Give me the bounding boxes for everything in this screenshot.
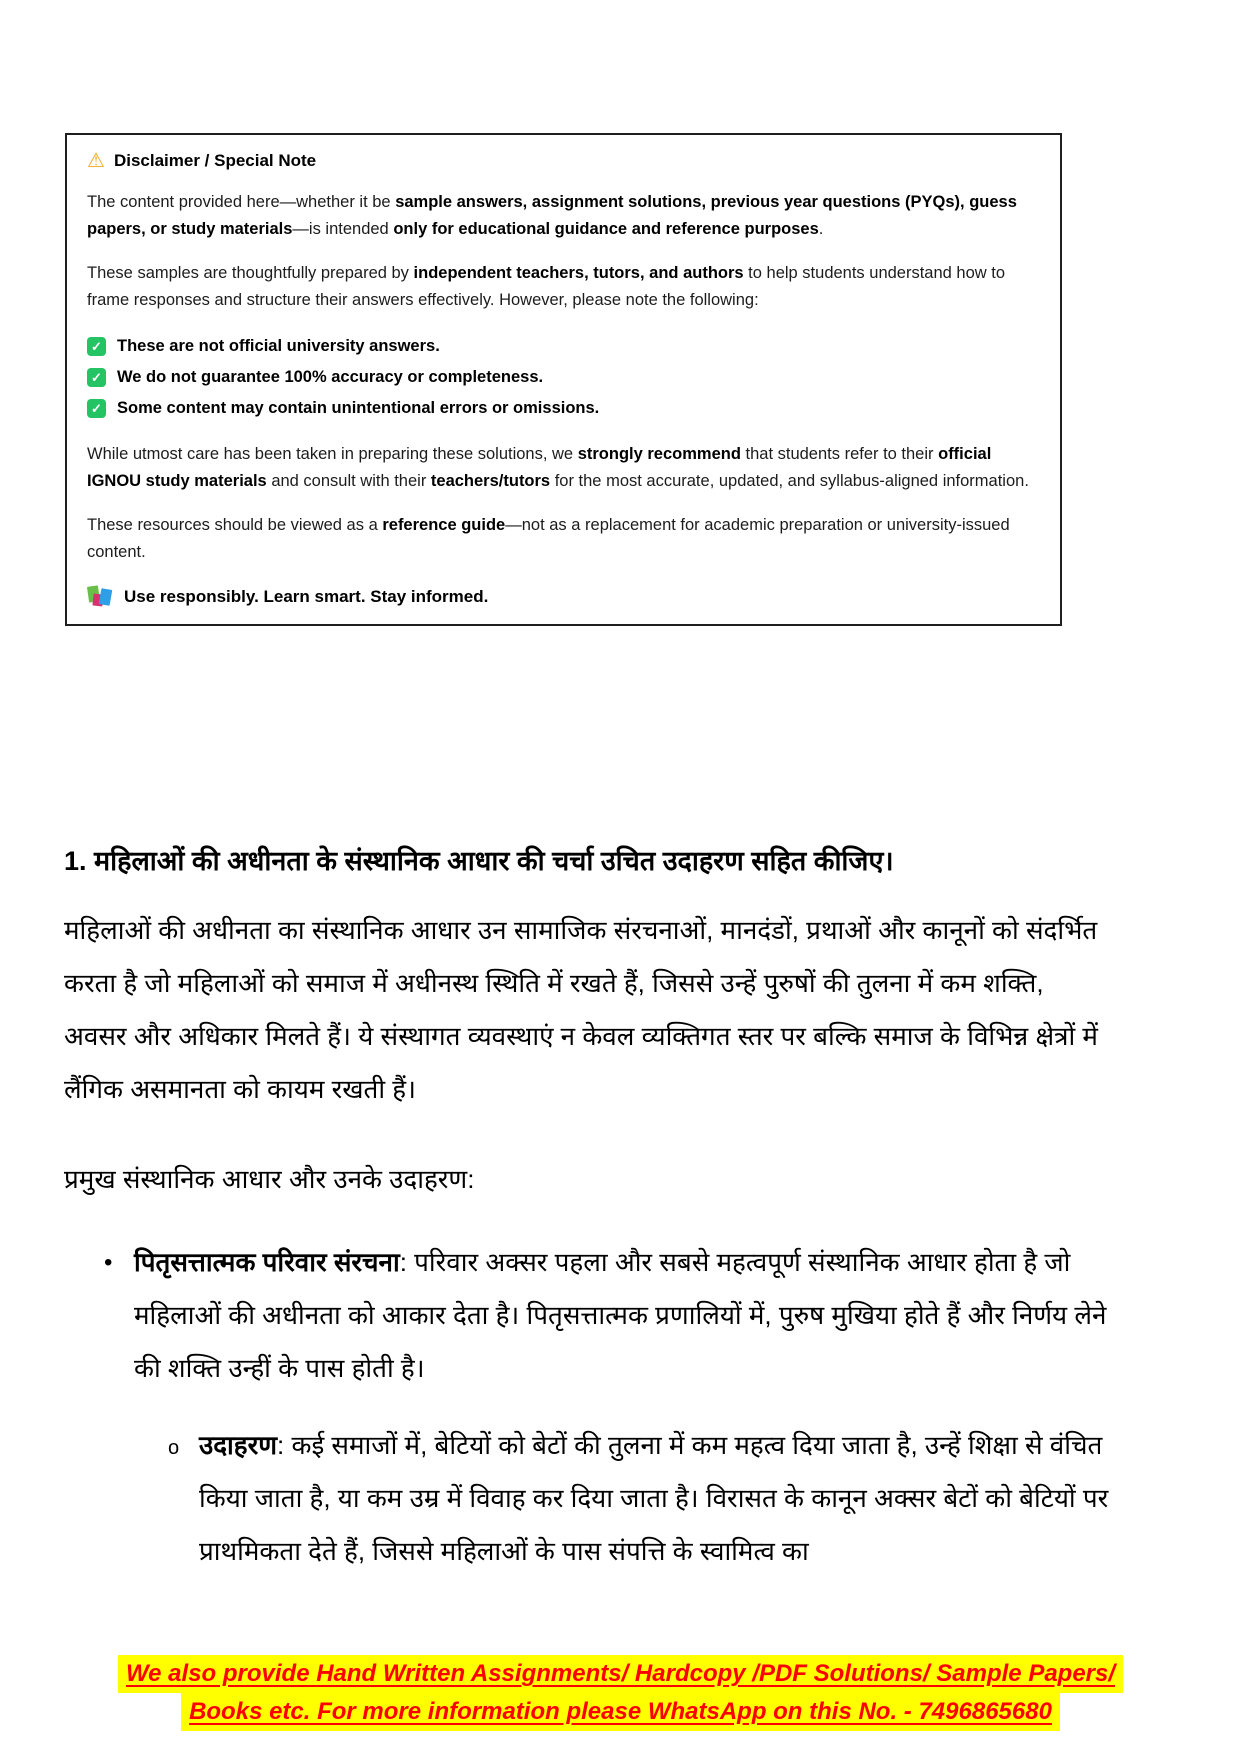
question-heading: 1. महिलाओं की अधीनता के संस्थानिक आधार की चर्चा उचित उदाहरण सहित कीजिए। — [64, 846, 894, 876]
disclaimer-footer-row — [87, 585, 1040, 608]
checklist-item — [87, 331, 1040, 362]
disclaimer-checklist — [87, 331, 1040, 424]
disclaimer-paragraph-2: These samples are thoughtfully prepared by independent teachers, tutors, and authors to help students understand how to frame responses and structure their answers effectively. However, please note the following: — [87, 264, 1006, 309]
sub-bullet-text: उदाहरण: कई समाजों में, बेटियों को बेटों की तुलना में कम महत्व दिया जाता है, उन्हें शिक्षा से वंचित किया जाता है, या कम उम्र में विवाह कर दिया जाता है। विरासत के कानून अक्सर बेटों को बेटियों पर प्राथमिकता देते हैं, जिससे महिलाओं के पास संपत्ति के स्वामित्व का — [199, 1430, 1109, 1566]
disclaimer-box — [65, 133, 1062, 626]
check-icon: ✓ — [87, 399, 106, 418]
check-icon: ✓ — [87, 337, 106, 356]
check-icon: ✓ — [87, 368, 106, 387]
disclaimer-paragraph-3: While utmost care has been taken in preparing these solutions, we strongly recommend that students refer to their official IGNOU study materials and consult with their teachers/tutors for the most accurate, updated, and syllabus-aligned information. — [87, 445, 1029, 490]
disclaimer-paragraph-1: The content provided here—whether it be sample answers, assignment solutions, previous year questions (PYQs), guess papers, or study materials—is intended only for educational guidance and reference purposes. — [87, 193, 1017, 238]
checklist-item — [87, 362, 1040, 393]
checklist-item-label: Some content may contain unintentional errors or omissions. — [117, 399, 600, 417]
bullet-text: पितृसत्तात्मक परिवार संरचना: परिवार अक्सर पहला और सबसे महत्वपूर्ण संस्थानिक आधार होता है जो महिलाओं की अधीनता को आकार देता है। पितृसत्तात्मक प्रणालियों में, पुरुष मुखिया होते हैं और निर्णय लेने की शक्ति उन्हीं के पास होती है। — [134, 1247, 1107, 1383]
disclaimer-footer-note: Use responsibly. Learn smart. Stay informed. — [124, 586, 489, 606]
books-icon — [87, 585, 113, 608]
checklist-item-label: We do not guarantee 100% accuracy or completeness. — [117, 368, 544, 386]
promo-line-2: Books etc. For more information please WhatsApp on this No. - 7496865680 — [181, 1693, 1060, 1731]
answer-paragraph: महिलाओं की अधीनता का संस्थानिक आधार उन सामाजिक संरचनाओं, मानदंडों, प्रथाओं और कानूनों को संदर्भित करता है जो महिलाओं को समाज में अधीनस्थ स्थिति में रखते हैं, जिससे उन्हें पुरुषों की तुलना में कम शक्ति, अवसर और अधिकार मिलते हैं। ये संस्थागत व्यवस्थाएं न केवल व्यक्तिगत स्तर पर बल्कि समाज के विभिन्न क्षेत्रों में लैंगिक असमानता को कायम रखती हैं। — [64, 915, 1098, 1104]
disclaimer-title: Disclaimer / Special Note — [113, 151, 317, 170]
answer-lead-line: प्रमुख संस्थानिक आधार और उनके उदाहरण: — [64, 1164, 475, 1194]
bullet-item-patriarchal-family — [64, 1236, 1110, 1395]
sub-bullet-marker: o — [168, 1437, 180, 1459]
bullet-marker: • — [104, 1249, 113, 1276]
promo-line-1: We also provide Hand Written Assignments/ Hardcopy /PDF Solutions/ Sample Papers/ — [118, 1655, 1123, 1693]
sub-bullet-item-example — [64, 1419, 1110, 1578]
answer-section — [64, 838, 1110, 1578]
disclaimer-title-row — [87, 150, 1040, 172]
warning-icon: ⚠ — [87, 150, 105, 172]
promo-banner — [0, 1655, 1241, 1731]
disclaimer-paragraph-4: These resources should be viewed as a reference guide—not as a replacement for academic preparation or university-issued content. — [87, 516, 1010, 561]
checklist-item — [87, 393, 1040, 424]
checklist-item-label: These are not official university answers. — [117, 337, 440, 355]
